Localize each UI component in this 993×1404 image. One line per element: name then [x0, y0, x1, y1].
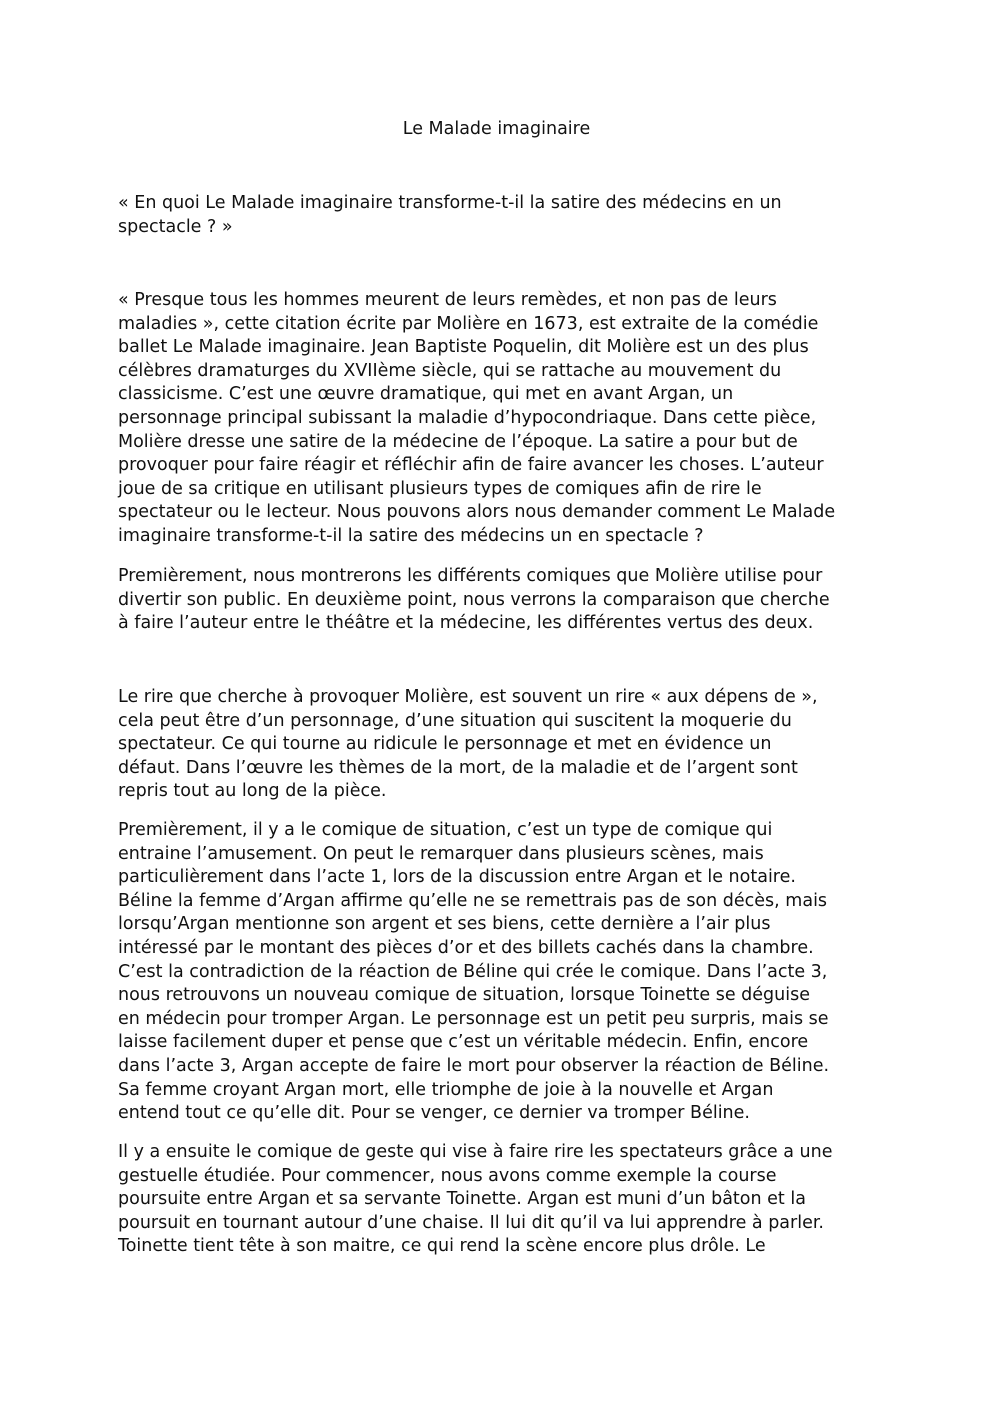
- text-line: joue de sa critique en utilisant plusieurs types de comiques afin de rire le: [118, 478, 762, 499]
- text-line: Premièrement, il y a le comique de situation, c’est un type de comique qui: [118, 820, 773, 840]
- text-line: ballet Le Malade imaginaire. Jean Baptiste Poquelin, dit Molière est un des plus: [118, 337, 809, 358]
- text-line: Molière dresse une satire de la médecine de l’époque. La satire a pour but de: [118, 431, 798, 452]
- paragraph-introduction: [118, 289, 878, 549]
- text-line: Premièrement, nous montrerons les différents comiques que Molière utilise pour: [118, 566, 823, 586]
- text-line: cela peut être d’un personnage, d’une situation qui suscitent la moquerie du: [118, 710, 792, 731]
- text-line: repris tout au long de la pièce.: [118, 781, 387, 802]
- text-line: défaut. Dans l’œuvre les thèmes de la mort, de la maladie et de l’argent sont: [118, 757, 798, 778]
- text-line: poursuit en tournant autour d’une chaise. Il lui dit qu’il va lui apprendre à parler.: [118, 1212, 824, 1233]
- text-line: poursuite entre Argan et sa servante Toinette. Argan est muni d’un bâton et la: [118, 1189, 806, 1210]
- text-line: entend tout ce qu’elle dit. Pour se venger, ce dernier va tromper Béline.: [118, 1103, 750, 1124]
- text-line: C’est la contradiction de la réaction de Béline qui crée le comique. Dans l’acte 3,: [118, 961, 828, 982]
- text-line: laisse facilement duper et pense que c’est un véritable médecin. Enfin, encore: [118, 1032, 809, 1053]
- text-line: Sa femme croyant Argan mort, elle triomphe de joie à la nouvelle et Argan: [118, 1079, 774, 1100]
- text-line: maladies », cette citation écrite par Molière en 1673, est extraite de la comédie: [118, 313, 819, 334]
- paragraph-rire: [118, 686, 878, 804]
- text-line: provoquer pour faire réagir et réfléchir afin de faire avancer les choses. L’auteur: [118, 455, 824, 476]
- document-title: Le Malade imaginaire: [402, 119, 591, 139]
- text-line: divertir son public. En deuxième point, nous verrons la comparaison que cherche: [118, 589, 830, 610]
- text-line: à faire l’auteur entre le théâtre et la médecine, les différentes vertus des deux.: [118, 613, 814, 634]
- text-line: classicisme. C’est une œuvre dramatique, qui met en avant Argan, un: [118, 384, 734, 405]
- text-line: intéressé par le montant des pièces d’or et des billets cachés dans la chambre.: [118, 937, 814, 958]
- paragraph-comique-geste: [118, 1141, 878, 1259]
- text-line: Toinette tient tête à son maitre, ce qui rend la scène encore plus drôle. Le: [118, 1236, 766, 1257]
- text-line: Le rire que cherche à provoquer Molière, est souvent un rire « aux dépens de »,: [118, 687, 818, 707]
- text-line: spectateur ou le lecteur. Nous pouvons alors nous demander comment Le Malade: [118, 502, 836, 523]
- paragraph-comique-situation: [118, 819, 878, 1126]
- text-line: Il y a ensuite le comique de geste qui vise à faire rire les spectateurs grâce a une: [118, 1142, 833, 1162]
- text-line: en médecin pour tromper Argan. Le personnage est un petit peu surpris, mais se: [118, 1008, 829, 1029]
- text-line: entraine l’amusement. On peut le remarquer dans plusieurs scènes, mais: [118, 843, 764, 864]
- text-line: particulièrement dans l’acte 1, lors de la discussion entre Argan et le notaire.: [118, 867, 796, 888]
- text-line: « En quoi Le Malade imaginaire transforme-t-il la satire des médecins en un: [118, 193, 782, 213]
- text-line: dans l’acte 3, Argan accepte de faire le mort pour observer la réaction de Béline.: [118, 1055, 830, 1076]
- text-line: personnage principal subissant la maladie d’hypocondriaque. Dans cette pièce,: [118, 407, 817, 428]
- text-line: spectacle ? »: [118, 216, 233, 237]
- text-line: nous retrouvons un nouveau comique de situation, lorsque Toinette se déguise: [118, 985, 810, 1006]
- text-line: gestuelle étudiée. Pour commencer, nous avons comme exemple la course: [118, 1165, 777, 1186]
- text-line: lorsqu’Argan mentionne son argent et ses biens, cette dernière a l’air plus: [118, 914, 771, 935]
- text-line: Béline la femme d’Argan affirme qu’elle ne se remettrais pas de son décès, mais: [118, 890, 828, 911]
- text-line: célèbres dramaturges du XVIIème siècle, qui se rattache au mouvement du: [118, 360, 782, 381]
- paragraph-plan: [118, 565, 878, 636]
- problem-question: [118, 192, 878, 239]
- text-line: spectateur. Ce qui tourne au ridicule le personnage et met en évidence un: [118, 734, 772, 755]
- text-line: imaginaire transforme-t-il la satire des médecins un en spectacle ?: [118, 525, 704, 546]
- text-line: « Presque tous les hommes meurent de leurs remèdes, et non pas de leurs: [118, 290, 777, 310]
